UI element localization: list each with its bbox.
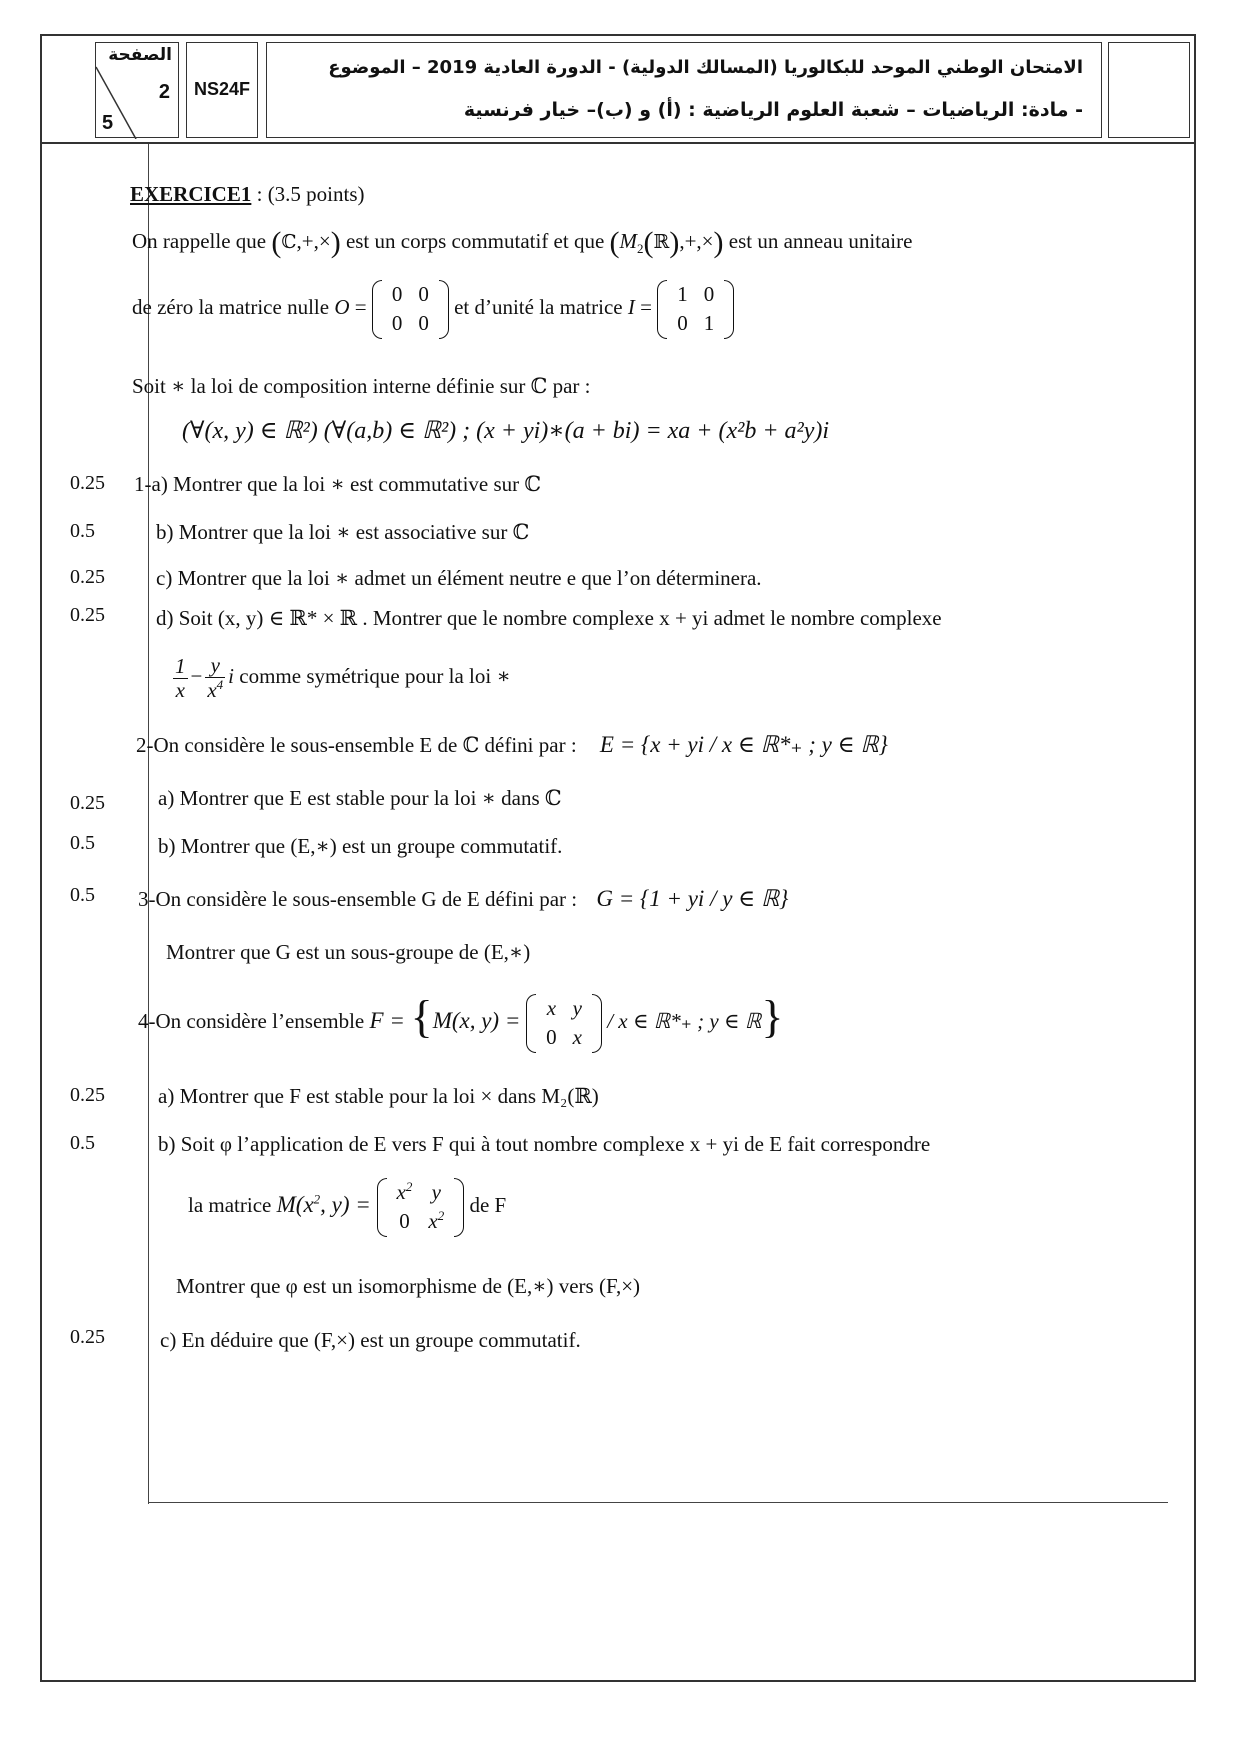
intro-line-1: On rappelle que (ℂ,+,×) est un corps commutatif et que $(M_2(ℝ),+,\times)$ est un anneau unitaire xyxy=(132,226,913,259)
matrix-m-x2y: $x^2$ y 0 $x^2$ xyxy=(377,1178,465,1237)
set-e: E = {x + yi / x ∈ ℝ*₊ ; y ∈ ℝ} xyxy=(599,732,888,757)
exercise-points: : (3.5 points) xyxy=(256,182,365,206)
question-4b: b) Soit φ l’application de E vers F qui à tout nombre complexe x + yi de E fait correspondre xyxy=(158,1132,931,1156)
question-2b: b) Montrer que (E,∗) est un groupe commutatif. xyxy=(158,834,563,858)
margin-line xyxy=(148,144,149,1504)
question-1d: d) Soit (x, y) ∈ ℝ* × ℝ . Montrer que le nombre complexe x + yi admet le nombre complexe xyxy=(156,606,942,630)
exam-title: الامتحان الوطني الموحد للبكالوريا (المسالك الدولية) - الدورة العادية 2019 – الموضوع xyxy=(328,57,1083,78)
page-box xyxy=(95,42,179,138)
set-g: G = {1 + yi / y ∈ ℝ} xyxy=(596,886,789,911)
set-f-condition: / x ∈ ℝ*₊ ; y ∈ ℝ xyxy=(607,1009,762,1033)
question-2-text: 2-On considère le sous-ensemble E de ℂ défini par : xyxy=(136,733,577,757)
intro-text-b: est un corps commutatif et que xyxy=(345,229,605,253)
question-4b-task: Montrer que φ est un isomorphisme de (E,∗) vers (F,×) xyxy=(176,1274,641,1298)
code-box xyxy=(186,42,258,138)
exercise-content xyxy=(42,144,1194,1544)
points-4c: 0.25 xyxy=(70,1326,105,1348)
identity-matrix: 1 0 0 1 xyxy=(657,280,734,339)
question-4-text: 4-On considère l’ensemble xyxy=(138,1009,365,1033)
question-4: 4-On considère l’ensemble F = {M(x, y) = x y 0 x / x ∈ ℝ*₊ ; y ∈ ℝ} xyxy=(138,990,783,1053)
exam-subject: - مادة: الرياضيات – شعبة العلوم الرياضية : (أ) و (ب)– خيار فرنسية xyxy=(463,99,1083,121)
matrix-line-text-b: de F xyxy=(469,1193,507,1218)
matrix-line-text-a: la matrice xyxy=(188,1193,272,1218)
points-2a: 0.25 xyxy=(70,792,105,814)
points-1b: 0.5 xyxy=(70,520,95,542)
points-4b: 0.5 xyxy=(70,1132,95,1154)
question-3 xyxy=(138,886,788,912)
points-2b: 0.5 xyxy=(70,832,95,854)
page-number: 2 xyxy=(158,81,170,103)
points-1a: 0.25 xyxy=(70,472,105,494)
law-formula: (∀(x, y) ∈ ℝ²) (∀(a,b) ∈ ℝ²) ; (x + yi)∗(a + bi) = xa + (x²b + a²y)i xyxy=(182,418,830,444)
exam-header xyxy=(42,36,1194,144)
points-1c: 0.25 xyxy=(70,566,105,588)
bottom-rule xyxy=(148,1502,1168,1503)
question-3-text: 3-On considère le sous-ensemble G de E défini par : xyxy=(138,887,578,911)
zero-matrix: 0 0 0 0 xyxy=(372,280,449,339)
points-4a: 0.25 xyxy=(70,1084,105,1106)
exercise-heading xyxy=(130,182,365,207)
exam-code: NS24F xyxy=(193,79,251,99)
matrix-line: la matrice $M(x^2$, y) = $x^2$ y 0 $x^2$ de F xyxy=(188,1178,506,1237)
title-box xyxy=(266,42,1102,138)
question-1b: b) Montrer que la loi ∗ est associative sur ℂ xyxy=(156,520,530,544)
intro-text-a: On rappelle que xyxy=(132,229,267,253)
symmetric-line: $\frac{1}{x}$ − $\frac{y}{x^4}$ i comme symétrique pour la loi ∗ xyxy=(175,653,511,703)
page-label: الصفحة xyxy=(108,45,172,65)
law-definition: Soit ∗ la loi de composition interne définie sur ℂ par : xyxy=(132,374,591,398)
question-1c: c) Montrer que la loi ∗ admet un élément neutre e que l’on déterminera. xyxy=(156,566,762,590)
question-2a: a) Montrer que E est stable pour la loi ∗ dans ℂ xyxy=(158,786,562,810)
fraction-1-x: $\frac{1}{x}$ xyxy=(175,653,186,702)
question-4c: c) En déduire que (F,×) est un groupe commutatif. xyxy=(160,1328,581,1352)
page-frame xyxy=(40,34,1196,1682)
matrix-m-xy: x y 0 x xyxy=(526,994,602,1053)
symmetric-text: comme symétrique pour la loi ∗ xyxy=(239,663,511,688)
points-1d: 0.25 xyxy=(70,604,105,626)
blank-box xyxy=(1108,42,1190,138)
points-3: 0.5 xyxy=(70,884,95,906)
intro-text-c: est un anneau unitaire xyxy=(728,229,913,253)
intro-text-e: et d’unité la matrice xyxy=(454,295,623,320)
exercise-title: EXERCICE1 xyxy=(130,182,252,206)
question-1a: 1-a) Montrer que la loi ∗ est commutative sur ℂ xyxy=(134,472,542,496)
page-total: 5 xyxy=(102,112,114,134)
fraction-y-x4: $\frac{y}{x^4}$ xyxy=(207,653,224,703)
question-4a: a) Montrer que F est stable pour la loi × dans M₂(ℝ) xyxy=(158,1084,599,1108)
intro-text-d: de zéro la matrice nulle xyxy=(132,295,330,320)
intro-line-2: de zéro la matrice nulle O = 0 0 0 0 et d’unité la matrice I = 1 0 0 1 xyxy=(132,280,734,339)
question-2 xyxy=(136,732,888,758)
question-3-task: Montrer que G est un sous-groupe de (E,∗) xyxy=(166,940,531,964)
